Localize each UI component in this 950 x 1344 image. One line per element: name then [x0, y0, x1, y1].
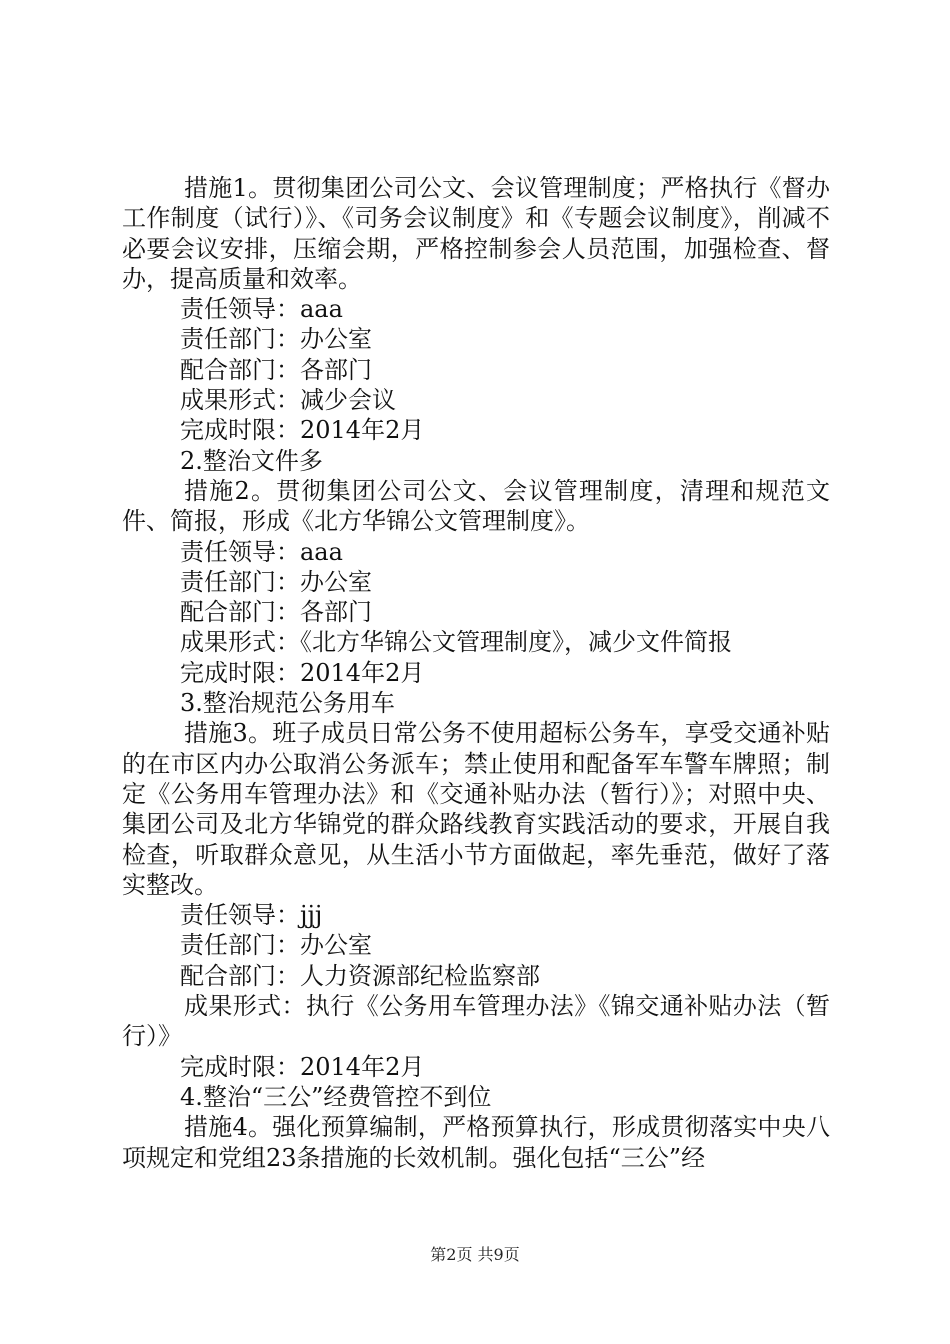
document-body	[122, 173, 830, 1173]
responsible-leader: 责任领导：aaa	[180, 537, 343, 566]
responsible-leader: 责任领导：aaa	[180, 295, 343, 324]
responsible-department: 责任部门：办公室	[180, 567, 372, 596]
section-heading-4: 4.整治“三公”经费管控不到位	[180, 1082, 492, 1111]
deadline: 完成时限：2014年2月	[180, 658, 425, 687]
section-heading-2: 2.整治文件多	[180, 446, 323, 475]
section-heading-3: 3.整治规范公务用车	[180, 689, 395, 718]
cooperating-department: 配合部门：各部门	[180, 598, 372, 627]
measure-3-paragraph: 措施3。班子成员日常公务不使用超标公务车，享受交通补贴的在市区内办公取消公务派车；禁止使用和配备军车警车牌照；制定《公务用车管理办法》和《交通补贴办法（暂行）》；对照中央、集团公司及北方华锦党的群众路线教育实践活动的要求，开展自我检查，听取群众意见，从生活小节方面做起，率先垂范，做好了落实整改。	[122, 719, 830, 899]
measure-2-paragraph: 措施2。贯彻集团公司公文、会议管理制度，清理和规范文件、简报，形成《北方华锦公文管理制度》。	[122, 476, 830, 536]
responsible-department: 责任部门：办公室	[180, 325, 372, 354]
responsible-department: 责任部门：办公室	[180, 931, 372, 960]
result-form: 成果形式：《北方华锦公文管理制度》，减少文件简报	[180, 628, 732, 657]
result-form: 成果形式：减少会议	[180, 386, 396, 415]
deadline: 完成时限：2014年2月	[180, 1052, 425, 1081]
responsible-leader: 责任领导：jjj	[180, 901, 323, 930]
measure-1-paragraph: 措施1。贯彻集团公司公文、会议管理制度；严格执行《督办工作制度（试行）》、《司务会议制度》和《专题会议制度》，削减不必要会议安排，压缩会期，严格控制参会人员范围，加强检查、督办，提高质量和效率。	[122, 174, 830, 293]
page-footer: 第2页 共9页	[430, 1245, 520, 1264]
result-form: 成果形式：执行《公务用车管理办法》《锦交通补贴办法（暂行）》	[122, 992, 830, 1051]
measure-4-paragraph: 措施4。强化预算编制，严格预算执行，形成贯彻落实中央八项规定和党组23条措施的长效机制。强化包括“三公”经	[122, 1113, 830, 1172]
cooperating-department: 配合部门：各部门	[180, 355, 372, 384]
deadline: 完成时限：2014年2月	[180, 416, 425, 445]
cooperating-department: 配合部门：人力资源部纪检监察部	[180, 961, 540, 990]
